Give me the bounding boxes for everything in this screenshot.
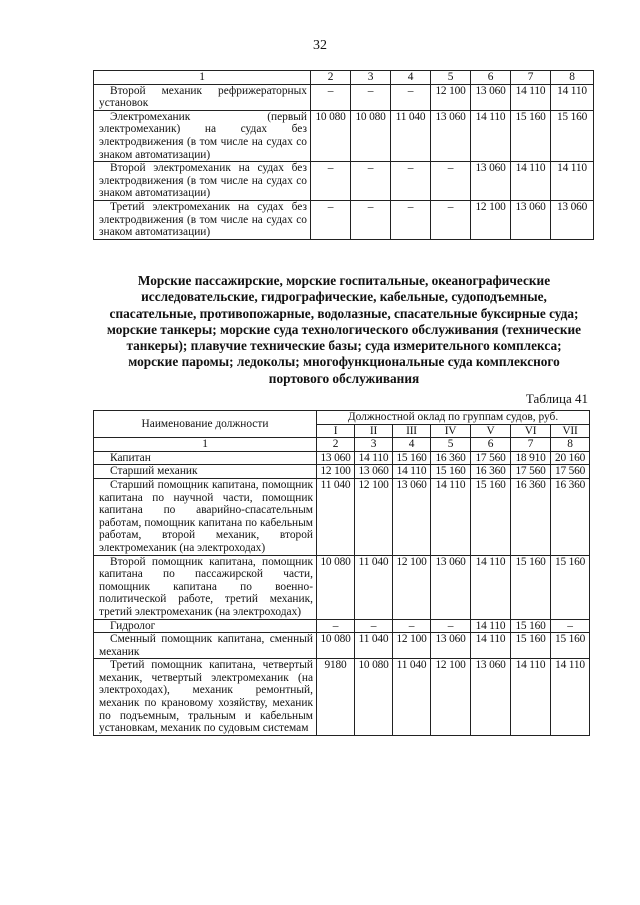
salary-value: 16 360 — [471, 465, 511, 479]
position-name: Сменный помощник капитана, сменный механик — [99, 633, 313, 658]
salary-value: 17 560 — [551, 465, 590, 479]
salary-value: 10 080 — [311, 110, 351, 161]
position-name-cell — [94, 162, 311, 201]
salary-value: 13 060 — [551, 200, 594, 239]
salary-value: 15 160 — [511, 633, 551, 659]
salary-value: 18 910 — [511, 451, 551, 465]
table-row — [94, 162, 594, 201]
salary-value: 15 160 — [393, 451, 431, 465]
position-name-cell — [94, 84, 311, 110]
position-name: Старший механик — [110, 465, 198, 478]
table-row — [94, 200, 594, 239]
table-label: Таблица 41 — [525, 391, 588, 406]
salary-value: – — [391, 200, 431, 239]
salary-value: 14 110 — [551, 162, 594, 201]
position-name: Третий помощник капитана, четвертый механик, четвертый электромеханик (на электроходах), механик ремонтный, механик по крановому хозяйству, механик по подъемным, тральным и кабельным установкам, механик по судовым системам — [99, 659, 313, 735]
position-name: Второй электромеханик на судах без электродвижения (в том числе на судах со знаком автоматизации) — [99, 162, 307, 200]
table-row — [94, 633, 590, 659]
salary-value: 10 080 — [317, 633, 355, 659]
position-name-cell — [94, 465, 317, 479]
salary-value: 20 160 — [551, 451, 590, 465]
salary-value: – — [351, 162, 391, 201]
group-header: III — [393, 424, 431, 438]
salary-value: 12 100 — [471, 200, 511, 239]
group-header: IV — [431, 424, 471, 438]
salary-value: 16 360 — [511, 478, 551, 555]
salary-value: 11 040 — [355, 555, 393, 619]
table-row — [94, 465, 590, 479]
column-number: 3 — [351, 71, 391, 85]
salary-value: 14 110 — [511, 84, 551, 110]
salary-value: 13 060 — [431, 555, 471, 619]
column-number: 8 — [551, 71, 594, 85]
salary-value: 12 100 — [431, 659, 471, 736]
header-salary-by-group: Должностной оклад по группам судов, руб. — [317, 411, 590, 425]
salary-value: 13 060 — [431, 633, 471, 659]
salary-value: 15 160 — [511, 110, 551, 161]
salary-value: 11 040 — [355, 633, 393, 659]
position-name-cell — [94, 110, 311, 161]
salary-value: 13 060 — [471, 162, 511, 201]
position-name: Гидролог — [110, 619, 156, 632]
salary-value: 14 110 — [431, 478, 471, 555]
column-number: 8 — [551, 438, 590, 452]
group-header: VII — [551, 424, 590, 438]
position-name: Второй помощник капитана, помощник капитана по пассажирской части, помощник капитана по военно-политической работе, третий механик, третий электромеханик (на электроходах) — [99, 555, 313, 618]
column-number: 1 — [94, 71, 311, 85]
salary-value: 14 110 — [393, 465, 431, 479]
salary-value: 15 160 — [471, 478, 511, 555]
column-number-row — [94, 438, 590, 452]
salary-value: 15 160 — [511, 619, 551, 633]
position-name: Электромеханик (первый электромеханик) на судах без электродвижения (в том числе на судах со знаком автоматизации) — [99, 110, 307, 161]
salary-value: 11 040 — [391, 110, 431, 161]
column-number: 5 — [431, 71, 471, 85]
salary-value: 13 060 — [511, 200, 551, 239]
salary-value: 13 060 — [471, 659, 511, 736]
salary-value: 15 160 — [431, 465, 471, 479]
salary-value: 13 060 — [393, 478, 431, 555]
column-number: 1 — [94, 438, 317, 452]
salary-value: 14 110 — [551, 84, 594, 110]
position-name-cell — [94, 659, 317, 736]
salary-value: 10 080 — [317, 555, 355, 619]
page-number: 32 — [313, 38, 327, 53]
salary-value: – — [431, 619, 471, 633]
salary-value: 9180 — [317, 659, 355, 736]
column-number-row — [94, 71, 594, 85]
salary-value: – — [311, 162, 351, 201]
salary-value: 16 360 — [431, 451, 471, 465]
salary-value: 13 060 — [355, 465, 393, 479]
salary-value: – — [317, 619, 355, 633]
salary-value: – — [311, 84, 351, 110]
salary-value: 12 100 — [431, 84, 471, 110]
salary-table-41 — [93, 410, 590, 736]
salary-value: 13 060 — [431, 110, 471, 161]
salary-value: 10 080 — [351, 110, 391, 161]
group-header: II — [355, 424, 393, 438]
salary-value: 12 100 — [393, 555, 431, 619]
salary-value: 16 360 — [551, 478, 590, 555]
salary-value: 15 160 — [551, 110, 594, 161]
table-row — [94, 478, 590, 555]
salary-value: 14 110 — [355, 451, 393, 465]
salary-value: 13 060 — [471, 84, 511, 110]
column-number: 7 — [511, 438, 551, 452]
column-number: 4 — [391, 71, 431, 85]
salary-table-continued — [93, 70, 594, 240]
position-name-cell — [94, 478, 317, 555]
group-header: VI — [511, 424, 551, 438]
salary-value: 11 040 — [393, 659, 431, 736]
salary-value: 10 080 — [355, 659, 393, 736]
column-number: 6 — [471, 438, 511, 452]
salary-value: 14 110 — [471, 633, 511, 659]
salary-value: – — [351, 84, 391, 110]
column-number: 3 — [355, 438, 393, 452]
position-name-cell — [94, 555, 317, 619]
salary-value: 14 110 — [471, 619, 511, 633]
salary-value: – — [391, 84, 431, 110]
position-name: Третий электромеханик на судах без электродвижения (в том числе на судах со знаком автоматизации) — [99, 200, 307, 239]
column-number: 4 — [393, 438, 431, 452]
salary-value: 12 100 — [355, 478, 393, 555]
salary-value: – — [311, 200, 351, 239]
salary-value: – — [431, 162, 471, 201]
salary-value: 15 160 — [551, 633, 590, 659]
salary-value: 15 160 — [551, 555, 590, 619]
salary-value: 12 100 — [317, 465, 355, 479]
table-row — [94, 84, 594, 110]
position-name: Второй механик рефрижераторных установок — [99, 84, 307, 110]
group-header: I — [317, 424, 355, 438]
salary-value: – — [551, 619, 590, 633]
salary-value: 14 110 — [471, 110, 511, 161]
column-number: 5 — [431, 438, 471, 452]
salary-value: 15 160 — [511, 555, 551, 619]
salary-value: 14 110 — [511, 162, 551, 201]
group-header: V — [471, 424, 511, 438]
salary-value: – — [351, 200, 391, 239]
salary-value: – — [393, 619, 431, 633]
salary-value: 17 560 — [511, 465, 551, 479]
position-name-cell — [94, 200, 311, 239]
table-row — [94, 659, 590, 736]
salary-value: 11 040 — [317, 478, 355, 555]
position-name: Капитан — [110, 451, 151, 464]
position-name-cell — [94, 619, 317, 633]
salary-value: – — [391, 162, 431, 201]
salary-value: 14 110 — [551, 659, 590, 736]
header-position-name: Наименование должности — [94, 411, 317, 438]
salary-value: 12 100 — [393, 633, 431, 659]
salary-value: 14 110 — [511, 659, 551, 736]
salary-value: – — [431, 200, 471, 239]
salary-value: 14 110 — [471, 555, 511, 619]
column-number: 2 — [311, 71, 351, 85]
salary-value: 13 060 — [317, 451, 355, 465]
table-row — [94, 451, 590, 465]
column-number: 6 — [471, 71, 511, 85]
column-number: 2 — [317, 438, 355, 452]
salary-value: 17 560 — [471, 451, 511, 465]
position-name: Старший помощник капитана, помощник капитана по научной части, помощник капитана по аварийно-спасательным работам, помощник капитана по кабельным работам, второй механик, второй электромеханик (на электроходах) — [99, 478, 313, 554]
column-number: 7 — [511, 71, 551, 85]
position-name-cell — [94, 633, 317, 659]
position-name-cell — [94, 451, 317, 465]
salary-value: – — [355, 619, 393, 633]
table-row — [94, 555, 590, 619]
table-row — [94, 110, 594, 161]
section-heading: Морские пассажирские, морские госпитальные, океанографические исследовательские, гидрографические, кабельные, судоподъемные, спасательные, противопожарные, водолазные, спасательные буксирные суда; морские танкеры; морские суда технологического обслуживания (технические танкеры); плавучие технические базы; суда измерительного комплекса; морские паромы; ледоколы; многофункциональные суда комплексного портового обслуживания — [106, 273, 582, 386]
table-row — [94, 619, 590, 633]
